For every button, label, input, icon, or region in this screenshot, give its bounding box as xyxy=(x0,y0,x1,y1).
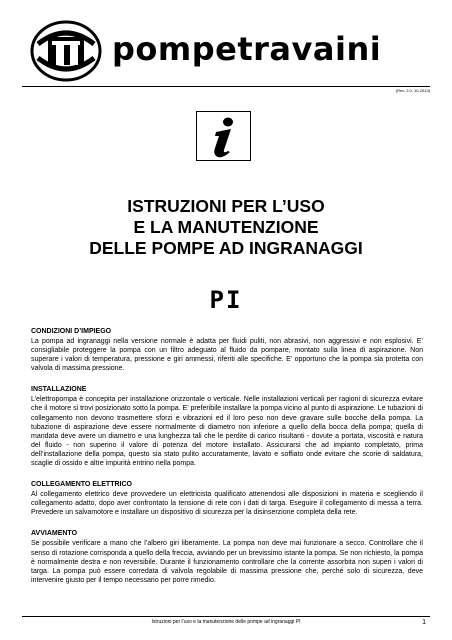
pompetravaini-logo-icon xyxy=(30,20,102,82)
section-text: L’elettropompa è concepita per installazione orizzontale o verticale. Nelle installazioni verticali per ragioni di sicurezza evitare che il motore si trovi posizionato sotto la pompa. E’ preferibile installare la pompa vicino al punto di aspirazione. Le tubazioni di collegamento non devono trasmettere sforzi e vibrazioni ed il loro peso non deve gravare sulle bocche della pompa. La tubazione di aspirazione deve essere normalmente di diametro non inferiore a quello della bocca della pompa; quella di mandata deve avere un diametro e una lunghezza tali che le perdite di carico risultanti - dovute a portata, viscosità e natura del fluido - non superino il valore di potenza del motore installato. Assicurarsi che ad impianto completato, prima dell’installazione della pompa, questo sia stato pulito accuratamente, lavato e soffiato onde evitare che scorie di saldatura, scaglie di ossido e altre impurità entrino nella pompa. xyxy=(31,396,423,468)
section-conditions xyxy=(31,327,423,373)
section-heading: INSTALLAZIONE xyxy=(31,386,87,394)
footer-divider xyxy=(22,616,430,617)
section-heading: CONDIZIONI D’IMPIEGO xyxy=(31,328,112,335)
document-title xyxy=(0,196,452,259)
page-number: 1 xyxy=(422,619,426,626)
section-text: La pompa ad ingranaggi nella versione normale è adatta per fluidi puliti, non abrasivi, non aggressivi e non esplosivi. E’ consigliabile proteggere la pompa con un filtro adeguato al fluido da pompare, montato sulla linea di aspirazione. Non superare i valori di temperatura, pressione e giri ammessi, riferiti alle specifiche. E’ opportuno che la pompa sia protetta con valvola di massima pressione. xyxy=(31,338,423,373)
brand-name: pompetravaini xyxy=(112,30,382,68)
section-heading: COLLEGAMENTO ELETTRICO xyxy=(31,481,132,489)
info-box xyxy=(196,111,251,161)
section-heading: AVVIAMENTO xyxy=(31,530,78,538)
header-divider xyxy=(22,86,430,87)
section-installation xyxy=(31,385,423,468)
section-startup xyxy=(31,529,423,584)
revision-label: (Rev. 2.0, 10-2013) xyxy=(395,88,430,93)
model-code: PI xyxy=(209,286,243,314)
document-body xyxy=(31,327,423,597)
footer-text: Istruzioni per l’uso e la manutenzione delle pompe ad ingranaggi PI xyxy=(151,619,301,625)
title-line-3: DELLE POMPE AD INGRANAGGI xyxy=(89,238,363,258)
header xyxy=(30,20,430,82)
section-text: Se possibile verificare a mano che l’albero giri liberamente. La pompa non deve mai funzionare a secco. Controllare che il senso di rotazione corrisponda a quello della freccia, avviando per un brevissimo istante la pompa. Se non richiesto, la pompa è normalmente destra e non reversibile. Durante il funzionamento controllare che la corrente assorbita non superi i valori di targa. La pompa può essere corredata di valvola regolabile di massima pressione che, perché solo di sicurezza, deve intervenire giusto per il tempo necessario per porre rimedio. xyxy=(31,540,423,584)
info-icon xyxy=(197,112,250,160)
section-electrical xyxy=(31,480,423,517)
title-line-1: ISTRUZIONI PER L’USO xyxy=(127,196,325,216)
section-text: Al collegamento elettrico deve provvedere un elettricista qualificato attenendosi alle disposizioni in materia e scegliendo il collegamento adatto, dopo aver confrontato la tensione di rete con i dati di targa. Eseguire il collegamento di messa a terra. Prevedere un salvamotore e installare un dispositivo di sicurezza per la disinserzione completa della rete. xyxy=(31,491,423,517)
title-line-2: E LA MANUTENZIONE xyxy=(133,217,319,237)
